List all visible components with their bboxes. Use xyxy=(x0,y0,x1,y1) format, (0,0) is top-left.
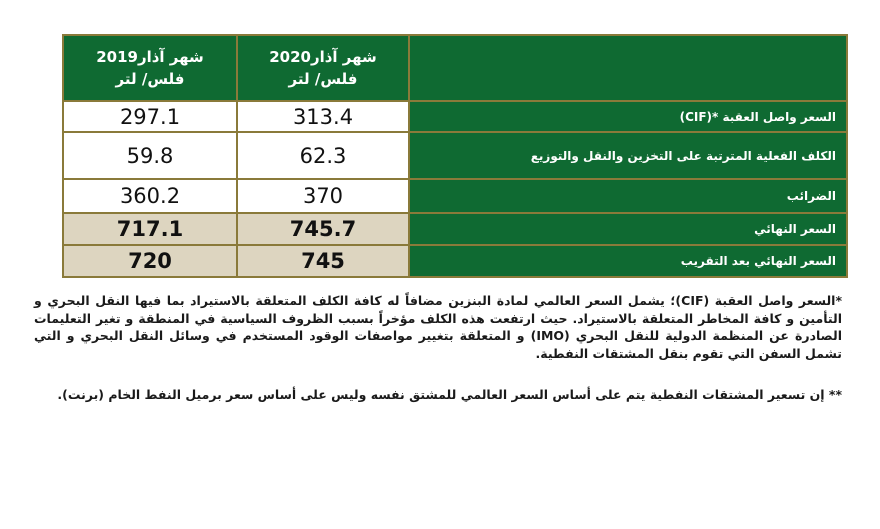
header-2019-unit: فلس/ لتر xyxy=(115,70,185,88)
table-row xyxy=(63,101,847,132)
header-2019 xyxy=(63,35,237,101)
value-2019: 717.1 xyxy=(63,213,237,245)
row-label: الضرائب xyxy=(409,179,847,213)
header-row xyxy=(63,35,847,101)
footnote-pricing: ** إن تسعير المشتقات النفطية يتم على أساس السعر العالمي للمشتق نفسه وليس على أساس سعر برميل النفط الخام (برنت). xyxy=(57,387,842,402)
footnote-cif: *السعر واصل العقبة (CIF)؛ يشمل السعر العالمي لمادة البنزين مضافاً له كافة الكلف المتعلقة بالاستيراد بما فيها النقل البحري و التأمين و كافة المخاطر المتعلقة بالاستيراد. حيث ارتفعت هذه الكلف مؤخراً بسبب الظروف السياسية في المنطقة و تغير التعليمات الصادرة عن المنظمة الدولية للنقل البحري (IMO) و المتعلقة بتغيير مواصفات الوقود المستخدم في وسائل النقل البحري و التي تشمل السفن التي تقوم بنقل المشتقات النفطية. xyxy=(34,293,842,361)
value-2019: 59.8 xyxy=(63,132,237,179)
row-label: السعر النهائي بعد التقريب xyxy=(409,245,847,277)
value-2020: 745.7 xyxy=(237,213,409,245)
price-table xyxy=(62,34,848,278)
table-row xyxy=(63,179,847,213)
table-row-rounded xyxy=(63,245,847,277)
header-2020-unit: فلس/ لتر xyxy=(288,70,358,88)
header-label-cell xyxy=(409,35,847,101)
header-2020-month: شهر آذار2020 xyxy=(269,48,377,66)
table-row-total xyxy=(63,213,847,245)
value-2020: 370 xyxy=(237,179,409,213)
value-2020: 313.4 xyxy=(237,101,409,132)
row-label: السعر النهائي xyxy=(409,213,847,245)
value-2020: 62.3 xyxy=(237,132,409,179)
row-label: السعر واصل العقبة *(CIF) xyxy=(409,101,847,132)
value-2020: 745 xyxy=(237,245,409,277)
table-row xyxy=(63,132,847,179)
value-2019: 720 xyxy=(63,245,237,277)
header-2020 xyxy=(237,35,409,101)
value-2019: 297.1 xyxy=(63,101,237,132)
value-2019: 360.2 xyxy=(63,179,237,213)
header-2019-month: شهر آذار2019 xyxy=(96,48,204,66)
row-label: الكلف الفعلية المترتبة على التخزين والنقل والتوزيع xyxy=(409,132,847,179)
